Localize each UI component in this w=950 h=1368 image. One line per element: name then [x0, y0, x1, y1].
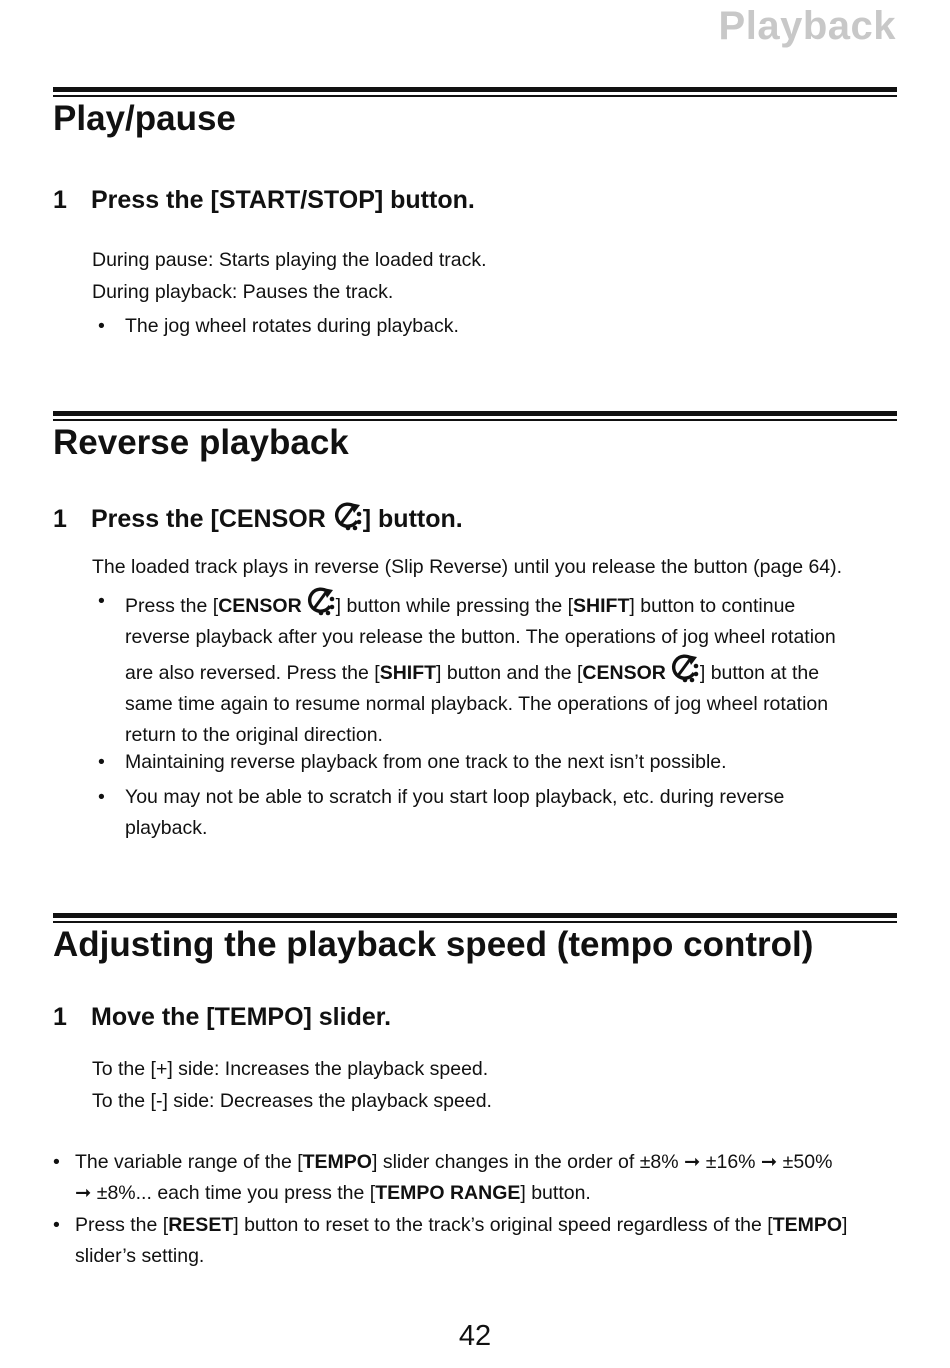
- censor-reverse-icon: [670, 653, 700, 683]
- censor-reverse-icon: [333, 501, 363, 531]
- bullet-item: • Maintaining reverse playback from one track to the next isn’t possible.: [125, 747, 727, 778]
- bullet-icon: •: [98, 751, 105, 773]
- body-text: To the [+] side: Increases the playback speed.: [92, 1058, 489, 1080]
- bullet-item: • The jog wheel rotates during playback.: [125, 311, 459, 342]
- note-item: • Press the [RESET] button to reset to the track’s original speed regardless of the [TEMPO] slider’s setting.: [75, 1210, 847, 1272]
- step-number: 1: [53, 186, 67, 214]
- section-title-tempo-control: Adjusting the playback speed (tempo control): [53, 925, 814, 964]
- step-text: Move the [TEMPO] slider.: [91, 1003, 392, 1031]
- section-rule: [53, 87, 897, 97]
- step-heading: [53, 186, 475, 215]
- step-number: 1: [53, 1003, 67, 1031]
- bullet-item: • You may not be able to scratch if you start loop playback, etc. during reverse playback.: [125, 782, 784, 844]
- body-text: During pause: Starts playing the loaded track.: [92, 249, 487, 271]
- step-heading: [53, 1003, 391, 1032]
- body-text: During playback: Pauses the track.: [92, 281, 394, 303]
- section-title-reverse-playback: Reverse playback: [53, 423, 349, 462]
- step-number: 1: [53, 505, 67, 533]
- bullet-icon: •: [53, 1151, 60, 1173]
- body-text: The loaded track plays in reverse (Slip Reverse) until you release the button (page 64).: [92, 556, 843, 578]
- section-rule: [53, 411, 897, 421]
- page-number: 42: [458, 1320, 492, 1352]
- bullet-icon: •: [98, 786, 105, 808]
- section-title-play-pause: Play/pause: [53, 99, 236, 138]
- section-rule: [53, 913, 897, 923]
- chapter-title: Playback: [718, 4, 896, 48]
- bullet-icon: •: [98, 590, 105, 612]
- body-text: To the [-] side: Decreases the playback speed.: [92, 1090, 492, 1112]
- step-heading: 1 Press the [CENSOR ] button.: [53, 501, 463, 534]
- bullet-icon: •: [98, 315, 105, 337]
- note-item: • The variable range of the [TEMPO] slider changes in the order of ±8% ➞ ±16% ➞ ±50% ➞ ±8%... each time you press the [TEMPO RANGE] button.: [75, 1147, 832, 1209]
- step-text: Press the [START/STOP] button.: [91, 186, 475, 214]
- bullet-item: • Press the [CENSOR ] button while pressing the [SHIFT] button to continue reverse playback after you release the button. The operations of jog wheel rotation are also reversed. Press the [SHIFT] button and the [CENSOR ] button at the same time again to resume normal playback. The operations of jog wheel rotation return to the original direction.: [125, 586, 905, 751]
- bullet-icon: •: [53, 1214, 60, 1236]
- censor-reverse-icon: [306, 586, 336, 616]
